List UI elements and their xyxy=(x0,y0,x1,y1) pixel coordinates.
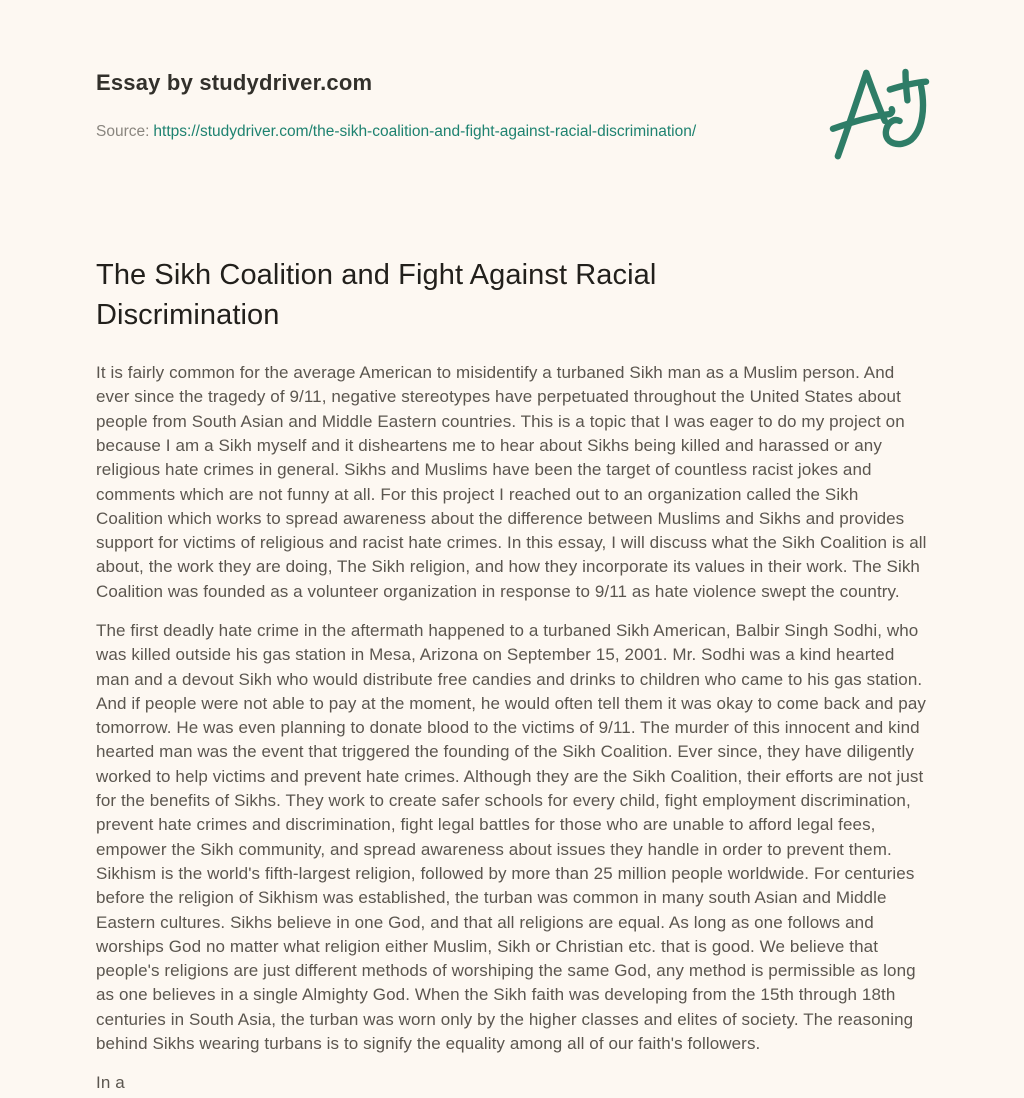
essay-title: The Sikh Coalition and Fight Against Racial Discrimination xyxy=(96,259,657,332)
essay-paragraph-2: The first deadly hate crime in the aftermath happened to a turbaned Sikh American, Balbir Singh Sodhi, who was killed outside his gas station in Mesa, Arizona on September 15, 2001. Mr. Sodhi was a kind hearted man and a devout Sikh who would distribute free candies and drinks to children who came to his gas station. And if people were not able to pay at the moment, he would often tell them it was okay to come back and pay tomorrow. He was even planning to donate blood to the victims of 9/11. The murder of this innocent and kind hearted man was the event that triggered the founding of the Sikh Coalition. Ever since, they have diligently worked to help victims and prevent hate crimes. Although they are the Sikh Coalition, their efforts are not just for the benefits of Sikhs. They work to create safer schools for every child, fight employment discrimination, prevent hate crimes and discrimination, fight legal battles for those who are unable to afford legal fees, empower the Sikh community, and spread awareness about issues they handle in order to prevent them. Sikhism is the world's fifth-largest religion, followed by more than 25 million people worldwide. For centuries before the religion of Sikhism was established, the turban was common in many south Asian and Middle Eastern cultures. Sikhs believe in one God, and that all religions are equal. As long as one follows and worships God no matter what religion either Muslim, Sikh or Christian etc. that is good. We believe that people's religions are just different methods of worshiping the same God, any method is permissible as long as one believes in a single Almighty God. When the Sikh faith was developing from the 15th through 18th centuries in South Asia, the turban was worn only by the higher classes and elites of society. The reasoning behind Sikhs wearing turbans is to signify the equality among all of our faith's followers. xyxy=(96,621,927,1054)
essay-byline: Essay by studydriver.com xyxy=(96,70,373,95)
source-line xyxy=(96,123,928,141)
essay-paragraph-3: In a xyxy=(96,1073,125,1093)
source-label: Source: xyxy=(96,123,150,140)
essay-body xyxy=(96,361,928,1096)
studydriver-a-plus-logo-icon xyxy=(822,68,938,166)
source-link[interactable]: https://studydriver.com/the-sikh-coalition-and-fight-against-racial-discrimination/ xyxy=(153,123,697,140)
essay-paragraph-1: It is fairly common for the average American to misidentify a turbaned Sikh man as a Muslim person. And ever since the tragedy of 9/11, negative stereotypes have perpetuated throughout the United States about people from South Asian and Middle Eastern countries. This is a topic that I was eager to do my project on because I am a Sikh myself and it disheartens me to hear about Sikhs being killed and harassed or any religious hate crimes in general. Sikhs and Muslims have been the target of countless racist jokes and comments which are not funny at all. For this project I reached out to an organization called the Sikh Coalition which works to spread awareness about the difference between Muslims and Sikhs and provides support for victims of religious and racist hate crimes. In this essay, I will discuss what the Sikh Coalition is all about, the work they are doing, The Sikh religion, and how they incorporate its values in their work. The Sikh Coalition was founded as a volunteer organization in response to 9/11 as hate violence swept the country. xyxy=(96,363,927,601)
